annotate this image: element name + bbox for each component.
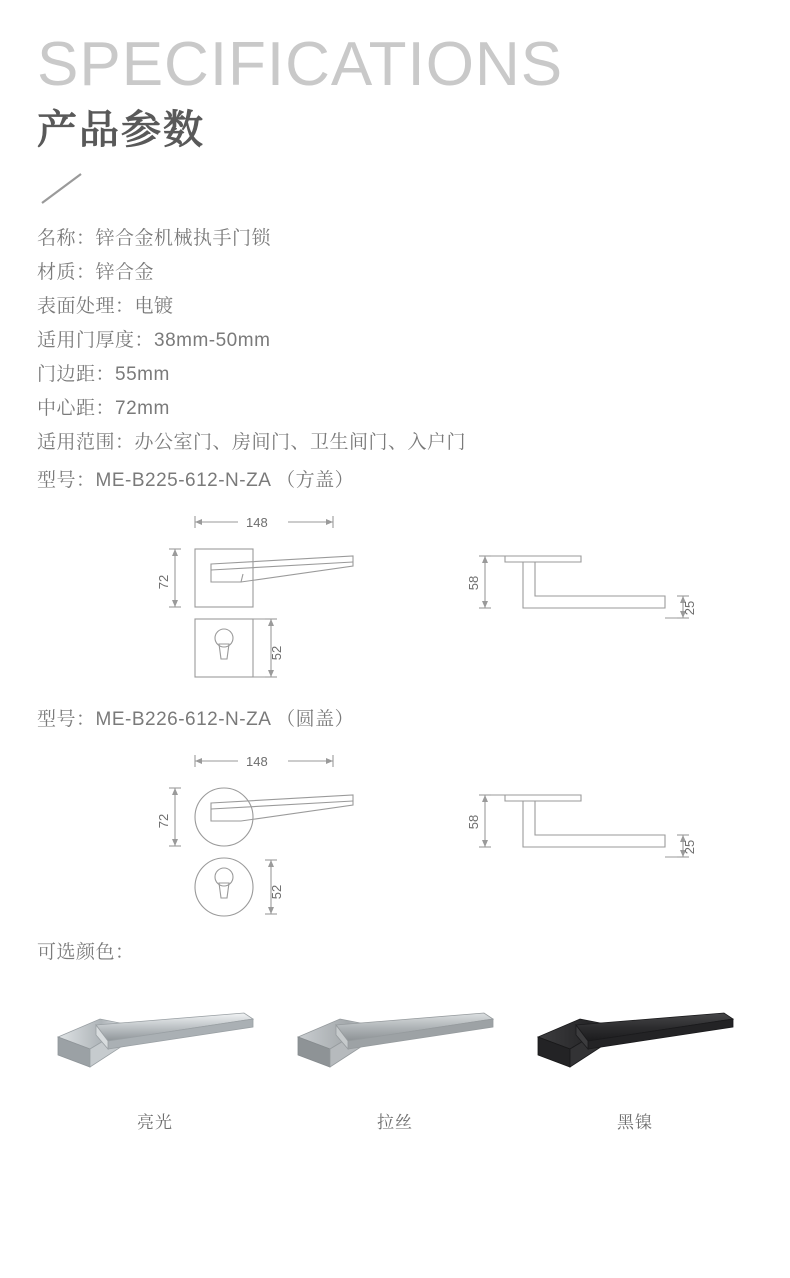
handle-photo-brushed [275, 976, 515, 1086]
spec-line: 名称：锌合金机械执手门锁 [37, 228, 272, 249]
page-title-en: SPECIFICATIONS [37, 30, 564, 99]
dim-width-label: 148 [246, 515, 268, 530]
dim-height-label: 72 [156, 574, 171, 590]
spec-line: 门边距：55mm [37, 364, 170, 385]
page-title-cn: 产品参数 [37, 108, 205, 152]
dim-plate-label: 52 [269, 884, 284, 900]
color-name: 黑镍 [617, 1113, 653, 1132]
spec-line: 表面处理：电镀 [37, 296, 174, 317]
dim-side-depth-label: 25 [682, 839, 697, 855]
handle-photo-bright [35, 976, 275, 1086]
dim-side-height-label: 58 [466, 814, 481, 830]
slash-divider-icon [39, 172, 85, 206]
spec-list [37, 222, 755, 460]
dim-height-label: 72 [156, 813, 171, 829]
color-option-black-nickel[interactable] [515, 976, 755, 1133]
spec-line: 中心距：72mm [37, 398, 170, 419]
color-name: 亮光 [137, 1113, 173, 1132]
dim-width-label: 148 [246, 754, 268, 769]
dim-side-depth-label: 25 [682, 600, 697, 616]
model-label-round: 型号：ME-B226-612-N-ZA （圆盖） [37, 709, 355, 730]
spec-line: 适用范围：办公室门、房间门、卫生间门、入户门 [37, 432, 467, 453]
colors-label: 可选颜色： [37, 942, 135, 963]
color-option-brushed[interactable] [275, 976, 515, 1133]
color-option-bright[interactable] [35, 976, 275, 1133]
specifications-page [0, 30, 790, 1278]
color-swatch-row [35, 976, 755, 1133]
model-label-square: 型号：ME-B225-612-N-ZA （方盖） [37, 470, 355, 491]
technical-drawing-square [35, 504, 755, 689]
page-header [35, 30, 755, 206]
handle-photo-black-nickel [515, 976, 755, 1086]
dim-side-height-label: 58 [466, 575, 481, 591]
dim-plate-label: 52 [269, 645, 284, 661]
color-name: 拉丝 [377, 1113, 413, 1132]
technical-drawing-round [35, 743, 755, 928]
spec-line: 材质：锌合金 [37, 262, 155, 283]
spec-line: 适用门厚度：38mm-50mm [37, 330, 271, 351]
